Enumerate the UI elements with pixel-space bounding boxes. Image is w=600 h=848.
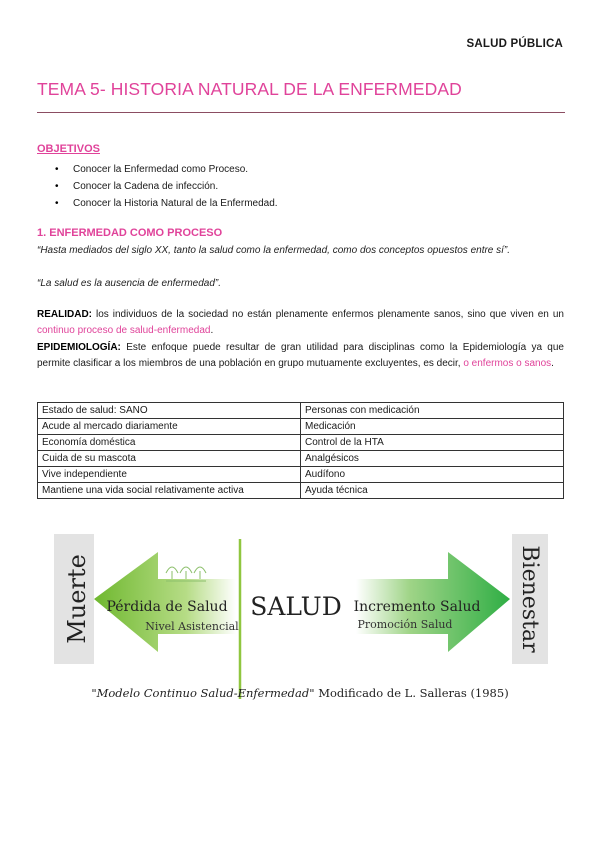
- highlight-text: o enfermos o sanos: [463, 358, 552, 369]
- table-cell: Cuida de su mascota: [38, 451, 301, 467]
- list-item: • Conocer la Historia Natural de la Enfermedad.: [55, 195, 278, 212]
- muerte-label: Muerte: [63, 554, 91, 644]
- list-item: • Conocer la Cadena de infección.: [55, 178, 278, 195]
- objectives-heading: OBJETIVOS: [37, 143, 100, 155]
- table-cell: Ayuda técnica: [301, 483, 564, 499]
- table-cell: Vive independiente: [38, 467, 301, 483]
- table-row: [38, 467, 564, 483]
- table-cell: Estado de salud: SANO: [38, 403, 301, 419]
- epidemiologia-paragraph: [37, 340, 564, 372]
- table-row: [38, 483, 564, 499]
- table-row: [38, 451, 564, 467]
- table-cell: Control de la HTA: [301, 435, 564, 451]
- paragraph-text: .: [551, 358, 554, 369]
- health-continuum-diagram: [36, 507, 548, 713]
- loss-of-health-label: Pérdida de Salud: [106, 599, 228, 615]
- realidad-label: REALIDAD:: [37, 309, 92, 320]
- realidad-paragraph: [37, 307, 564, 339]
- bienestar-label: Bienestar: [517, 545, 542, 653]
- quote: “Hasta mediados del siglo XX, tanto la salud como la enfermedad, como dos conceptos opuestos entre sí”.: [37, 245, 511, 256]
- table-cell: Analgésicos: [301, 451, 564, 467]
- logo-icon: [166, 567, 206, 581]
- caption-source: Modificado de L. Salleras (1985): [314, 686, 509, 700]
- paragraph-text: los individuos de la sociedad no están plenamente enfermos plenamente sanos, sino que viven en un: [92, 309, 564, 320]
- highlight-text: continuo proceso de salud-enfermedad: [37, 325, 211, 336]
- diagram-caption: [0, 686, 600, 700]
- table-cell: Audífono: [301, 467, 564, 483]
- table-row: [38, 419, 564, 435]
- health-promotion-label: Promoción Salud: [357, 618, 453, 631]
- quote: “La salud es la ausencia de enfermedad”.: [37, 278, 222, 289]
- paragraph-text: Este enfoque puede resultar de gran utilidad para disciplinas como la Epidemiología ya que permite clasificar a los miembros de una población en grupo mutuamente excluyentes, es decir,: [37, 342, 564, 369]
- section-heading: 1. ENFERMEDAD COMO PROCESO: [37, 227, 223, 239]
- health-table: [37, 402, 564, 499]
- document-title: TEMA 5- HISTORIA NATURAL DE LA ENFERMEDAD: [37, 79, 565, 113]
- table-cell: Economía doméstica: [38, 435, 301, 451]
- center-health-label: SALUD: [250, 592, 342, 621]
- health-increase-label: Incremento Salud: [353, 599, 481, 615]
- table-row: [38, 403, 564, 419]
- table-cell: Personas con medicación: [301, 403, 564, 419]
- caption-title: "Modelo Continuo Salud-Enfermedad": [91, 686, 315, 700]
- table-cell: Mantiene una vida social relativamente activa: [38, 483, 301, 499]
- epidemiologia-label: EPIDEMIOLOGÍA:: [37, 342, 121, 353]
- care-level-label: Nivel Asistencial: [145, 620, 239, 633]
- objectives-list: [55, 161, 278, 212]
- paragraph-text: .: [210, 325, 214, 336]
- table-cell: Medicación: [301, 419, 564, 435]
- table-cell: Acude al mercado diariamente: [38, 419, 301, 435]
- list-item: • Conocer la Enfermedad como Proceso.: [55, 161, 278, 178]
- table-row: [38, 435, 564, 451]
- running-header: SALUD PÚBLICA: [466, 38, 563, 50]
